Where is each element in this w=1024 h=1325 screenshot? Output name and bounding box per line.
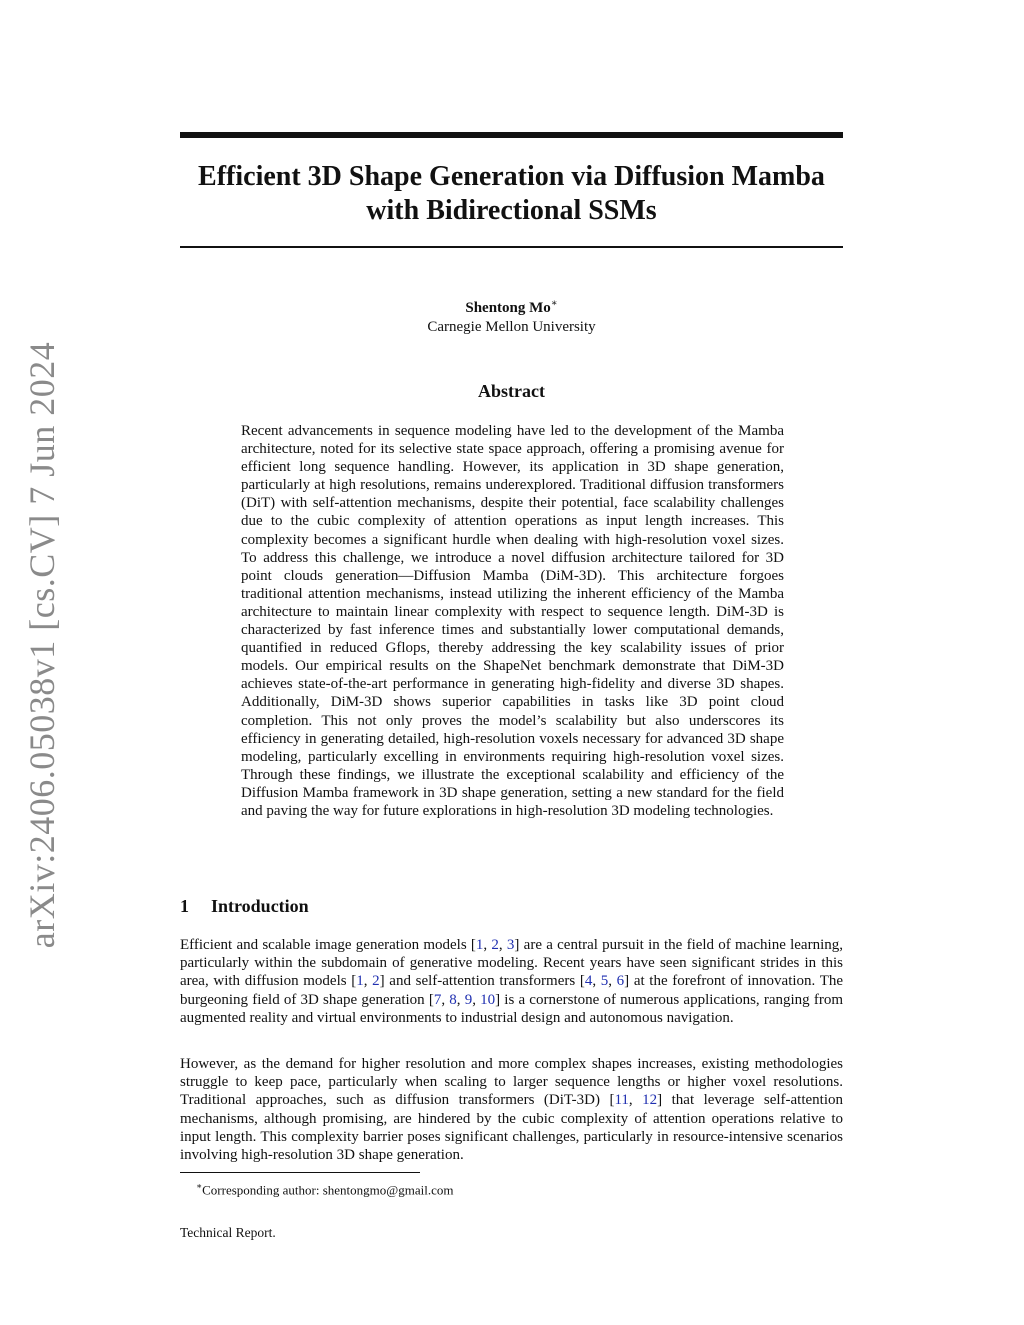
section-number: 1 — [180, 896, 189, 916]
citation-link[interactable]: 10 — [480, 991, 496, 1008]
citation-link[interactable]: 2 — [491, 937, 499, 953]
para-text: ] that leverage self-attention mechanisms, although promising, are hindered by the cubic complexity of attention operations relative to input length. This complexity barrier poses significant challenges, particularly in resource-intensive scenarios involving high-resolution 3D shape generation. — [180, 1092, 844, 1164]
intro-paragraph-2: However, as the demand for higher resolution and more complex shapes increases, existing methodologies struggle to keep pace, particularly when scaling to larger sequence lengths or higher voxel resolutions. Traditional approaches, such as diffusion transformers (DiT-3D) [11, 12] that leverage self-attention mechanisms, although promising, are hindered by the cubic complexity of attention operations relative to input length. This complexity barrier poses significant challenges, particularly in resource-intensive scenarios involving high-resolution 3D shape generation. — [180, 1056, 844, 1164]
paper-title: Efficient 3D Shape Generation via Diffusion Mamba with Bidirectional SSMs — [198, 161, 825, 226]
para-text: ] at the forefront of innovation. The burgeoning field of 3D shape generation [ — [180, 973, 844, 1008]
arxiv-identifier-text: arXiv:2406.05038v1 [cs.CV] 7 Jun 2024 — [22, 341, 63, 949]
citation-link[interactable]: 1 — [356, 973, 364, 990]
citation-link[interactable]: 11 — [614, 1092, 629, 1109]
footnote-rule — [180, 1172, 420, 1173]
citation-link[interactable]: 1 — [475, 937, 484, 953]
abstract-text: Recent advancements in sequence modeling have led to the development of the Mamba architecture, noted for its selective state space approach, offering a promising avenue for efficient long sequence handling. However, its application in 3D shape generation, particularly at high resolutions, remains underexplored. Traditional diffusion transformers (DiT) with self-attention mechanisms, despite their potential, face scalability challenges due to the cubic complexity of attention operations as input length increases. This complexity becomes a significant hurdle when dealing with high-resolution voxel sizes. To address this challenge, we introduce a novel diffusion architecture tailored for 3D point clouds generation—Diffusion Mamba (DiM-3D). This architecture forgoes traditional attention mechanisms, instead utilizing the inherent efficiency of the Mamba architecture to maintain linear complexity with respect to sequence length. DiM-3D is characterized by fast inference times and substantially lower computational demands, quantified in reduced Gflops, thereby addressing the key scalability issues of prior models. Our empirical results on the ShapeNet benchmark demonstrate that DiM-3D achieves state-of-the-art performance in generating high-fidelity and diverse 3D shapes. Additionally, DiM-3D shows superior capabilities in tasks like 3D point cloud completion. This not only proves the model’s scalability but also underscores its efficiency in generating detailed, high-resolution voxels necessary for advanced 3D shape modeling, particularly excelling in environments requiring high-resolution voxel sizes. Through these findings, we illustrate the exceptional scalability and efficiency of the Diffusion Mamba framework in 3D shape generation, setting a new standard for the field and paving the way for future explorations in high-resolution 3D modeling technologies. — [241, 423, 784, 819]
para-text: ] is a cornerstone of numerous applications, ranging from augmented reality and virtual environments to industrial design and autonomous navigation. — [180, 991, 843, 1026]
para-text: ] are a central pursuit in the field of machine learning, particularly within the subdomain of generative modeling. Recent years have seen significant strides in this area, with diffusion models [ — [180, 937, 843, 990]
footnote — [196, 1178, 453, 1198]
citation-link[interactable]: 8 — [449, 991, 457, 1008]
author-affiliation: Carnegie Mellon University — [427, 319, 596, 335]
intro-paragraph-1: Efficient and scalable image generation models [1, 2, 3] are a central pursuit in the field of machine learning, particularly within the subdomain of generative modeling. Recent years have seen significant strides in this area, with diffusion models [1, 2] and self-attention transformers [4, 5, 6] at the forefront of innovation. The burgeoning field of 3D shape generation [7, 8, 9, 10] is a cornerstone of numerous applications, ranging from augmented reality and virtual environments to industrial design and autonomous navigation. — [180, 937, 844, 1026]
author-footnote-mark: ∗ — [550, 298, 558, 309]
title-top-rule — [180, 132, 843, 138]
section-heading-introduction — [180, 894, 843, 918]
para-text: Efficient and scalable image generation models [ — [180, 937, 476, 953]
citation-link[interactable]: 7 — [433, 991, 442, 1008]
citation-link[interactable]: 5 — [600, 973, 609, 990]
venue-label: Technical Report. — [180, 1225, 276, 1240]
abstract-heading: Abstract — [478, 381, 545, 401]
author-name: Shentong Mo — [465, 300, 551, 316]
citation-link[interactable]: 4 — [584, 973, 593, 990]
citation-link[interactable]: 2 — [372, 973, 380, 990]
citation-link[interactable]: 6 — [616, 973, 625, 990]
footnote-text: Corresponding author: shentongmo@gmail.com — [202, 1182, 454, 1198]
section-title: Introduction — [211, 896, 309, 916]
footnote-mark: ∗ — [196, 1181, 203, 1191]
author-block — [180, 294, 843, 337]
para-text: However, as the demand for higher resolution and more complex shapes increases, existing methodologies struggle to keep pace, particularly when scaling to larger sequence lengths or higher voxel resolutions. Traditional approaches, such as diffusion transformers (DiT-3D) [ — [180, 1056, 843, 1109]
citation-link[interactable]: 12 — [642, 1092, 658, 1109]
title-bottom-rule — [180, 246, 843, 248]
arxiv-identifier-stamp — [12, 341, 72, 949]
para-text: ] and self-attention transformers [ — [379, 973, 585, 990]
citation-link[interactable]: 9 — [464, 991, 473, 1008]
citation-link[interactable]: 3 — [506, 937, 515, 953]
